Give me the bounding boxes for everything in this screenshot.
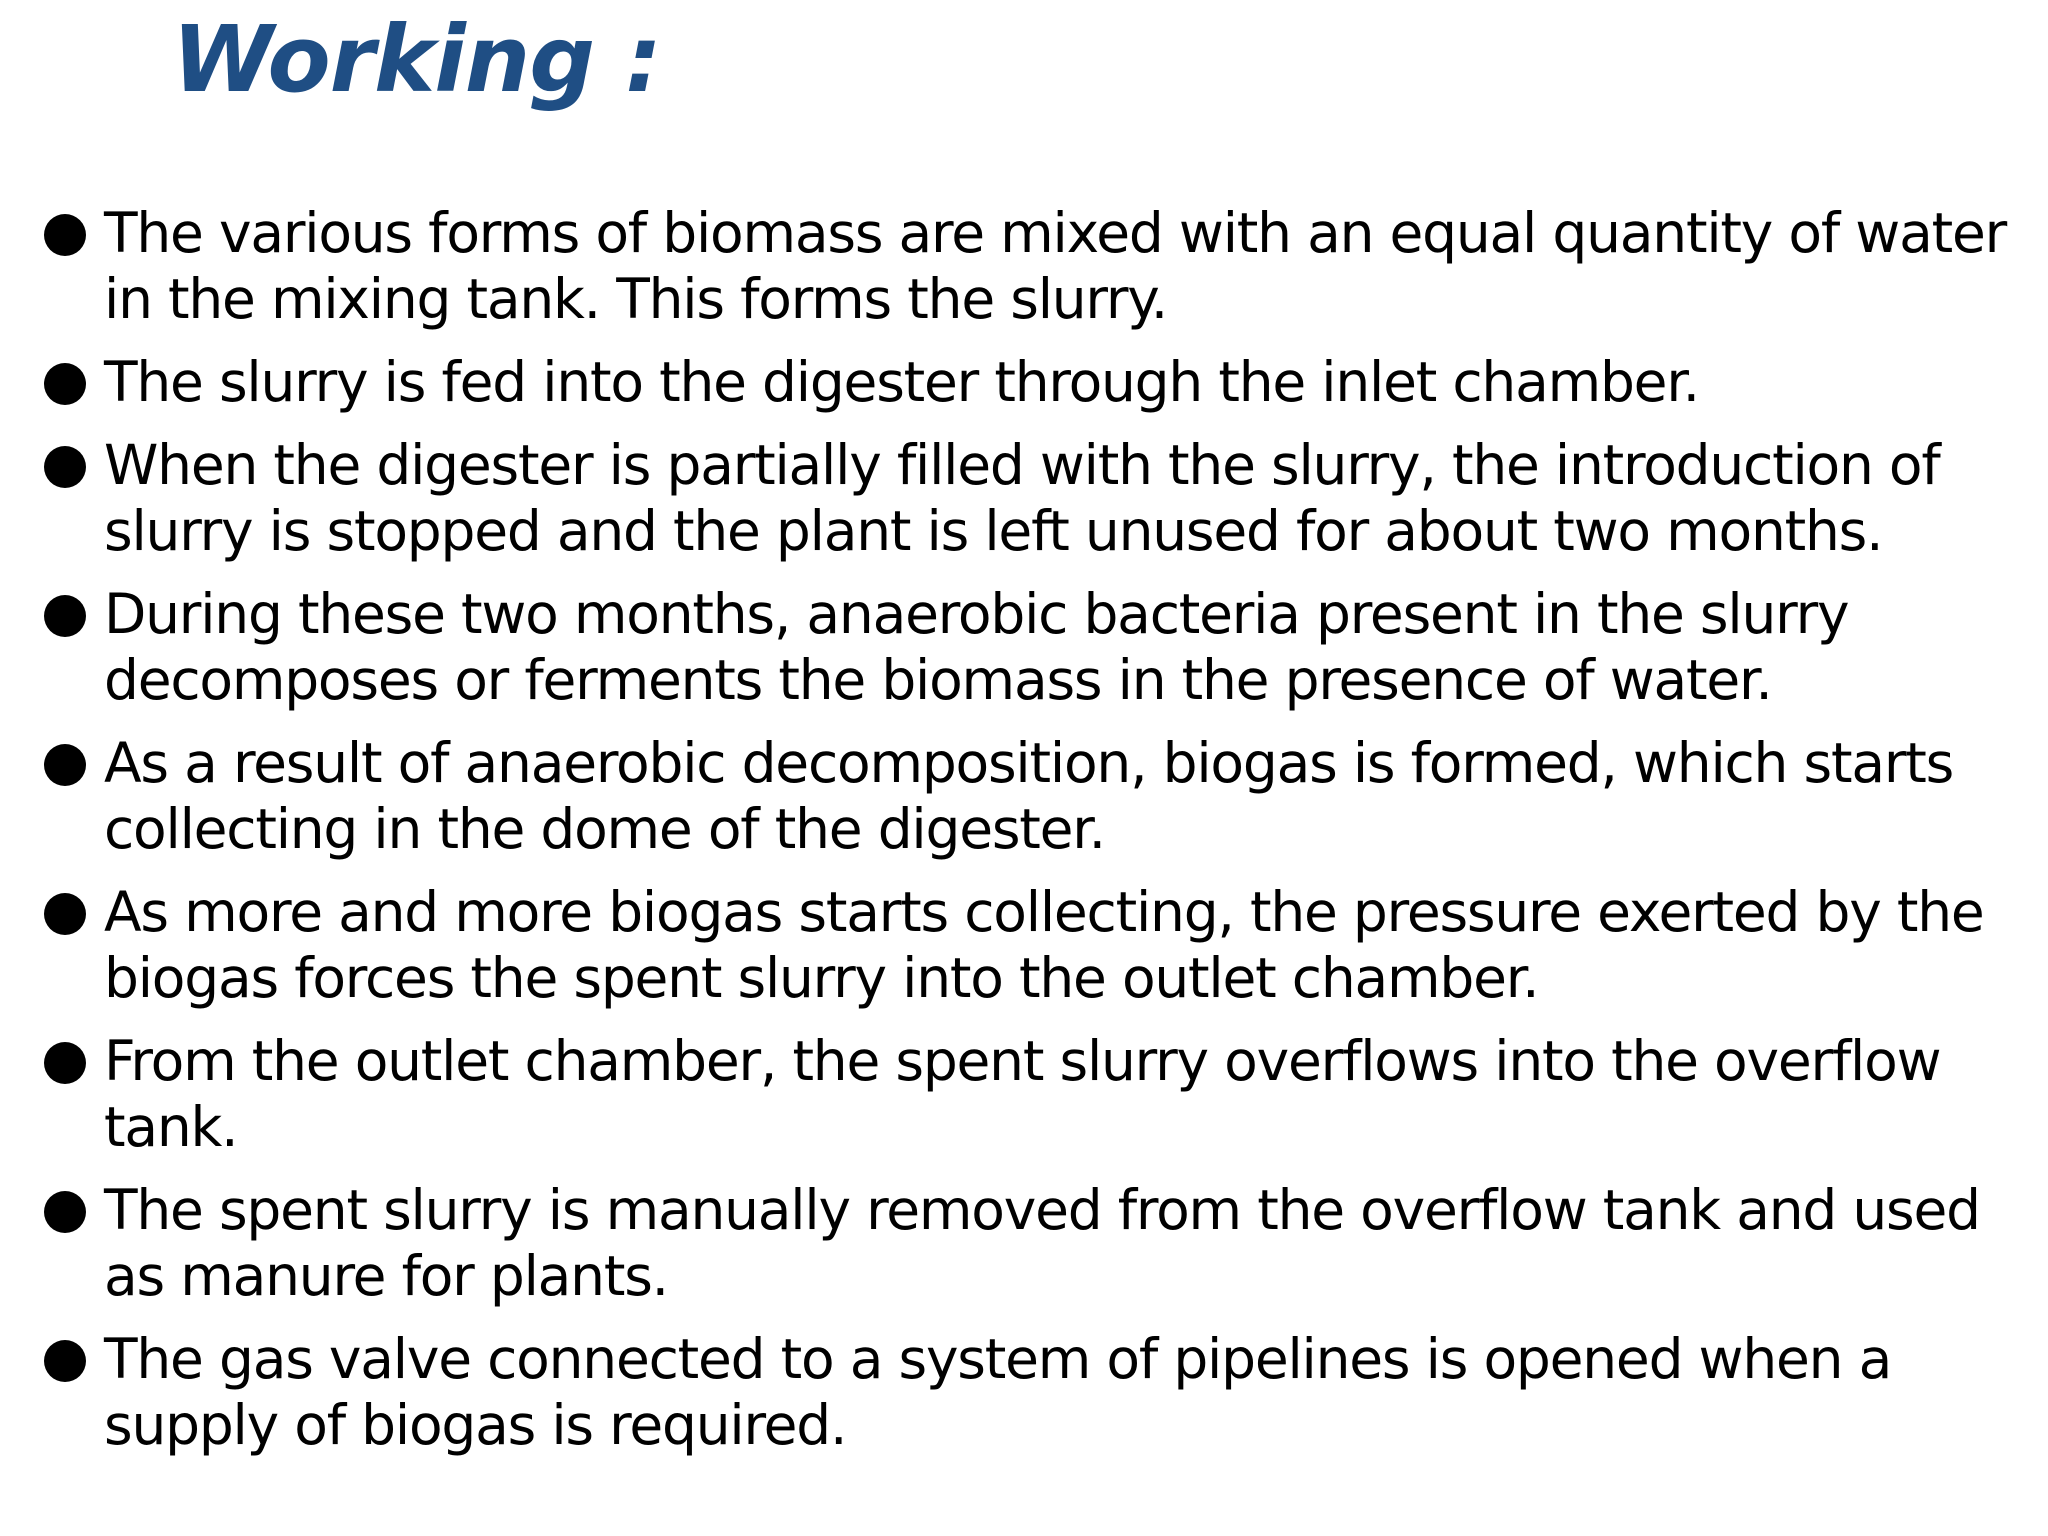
list-item <box>0 581 2048 713</box>
list-item <box>0 1326 2048 1458</box>
bullet-icon <box>44 893 86 935</box>
bullet-text: During these two months, anaerobic bacteria present in the slurry decomposes or ferments the biomass in the presence of water. <box>104 582 1849 712</box>
bullet-text: As more and more biogas starts collecting, the pressure exerted by the biogas forces the spent slurry into the outlet chamber. <box>104 880 1984 1010</box>
list-item <box>0 432 2048 564</box>
list-item <box>0 879 2048 1011</box>
bullet-icon <box>44 1191 86 1233</box>
bullet-text: The slurry is fed into the digester through the inlet chamber. <box>104 350 1699 414</box>
list-item <box>0 730 2048 862</box>
bullet-icon <box>44 214 86 256</box>
bullet-text: The spent slurry is manually removed from the overflow tank and used as manure for plants. <box>104 1178 1980 1308</box>
bullet-text: As a result of anaerobic decomposition, biogas is formed, which starts collecting in the dome of the digester. <box>104 731 1954 861</box>
bullet-icon <box>44 595 86 637</box>
bullet-icon <box>44 1340 86 1382</box>
list-item <box>0 1028 2048 1160</box>
bullet-text: The gas valve connected to a system of pipelines is opened when a supply of biogas is required. <box>104 1327 1892 1457</box>
bullet-text: From the outlet chamber, the spent slurry overflows into the overflow tank. <box>104 1029 1941 1159</box>
list-item <box>0 349 2048 415</box>
bullet-list <box>0 200 2048 1475</box>
bullet-icon <box>44 1042 86 1084</box>
list-item <box>0 200 2048 332</box>
slide-title: Working : <box>172 6 661 113</box>
bullet-icon <box>44 744 86 786</box>
bullet-icon <box>44 363 86 405</box>
bullet-text: When the digester is partially filled with the slurry, the introduction of slurry is stopped and the plant is left unused for about two months. <box>104 433 1940 563</box>
bullet-text: The various forms of biomass are mixed with an equal quantity of water in the mixing tank. This forms the slurry. <box>104 201 2006 331</box>
list-item <box>0 1177 2048 1309</box>
bullet-icon <box>44 446 86 488</box>
